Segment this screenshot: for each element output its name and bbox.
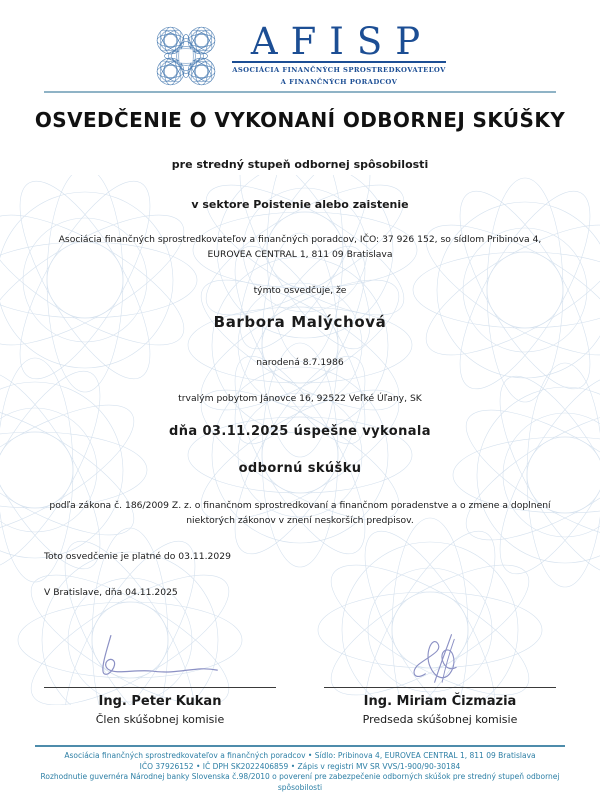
footer — [35, 745, 565, 793]
signer-name-left: Ing. Peter Kukan — [98, 694, 222, 709]
validity-line: Toto osvedčenie je platné do 03.11.2029 — [44, 551, 231, 562]
certify-line: týmto osvedčuje, že — [253, 285, 347, 296]
signer-role-left: Člen skúšobnej komisie — [95, 713, 225, 726]
signature-block-right — [324, 630, 556, 726]
signature-scribble-left-icon — [53, 630, 268, 686]
footer-line-2: IČO 37926152 • IČ DPH SK2022406859 • Zápis v registri MV SR VVS/1-900/90-30184 — [139, 761, 461, 771]
birth-line: narodená 8.7.1986 — [256, 357, 344, 368]
signature-line-right — [324, 687, 556, 688]
logo-subtitle-line1: ASOCIÁCIA FINANČNÝCH SPROSTREDKOVATEĽOV — [232, 66, 446, 74]
signature-block-left — [44, 630, 276, 726]
logo-subtitle-line2: A FINANČNÝCH PORADCOV — [280, 78, 398, 86]
issuer-statement-text: Asociácia finančných sprostredkovateľov a finančných poradcov, IČO: 37 926 152, so sídlom Pribinova 4, EUROVEA CENTRAL 1, 811 09 Bratislava — [58, 234, 542, 260]
logo-wordmark-block — [232, 20, 446, 87]
exam-date-line: dňa 03.11.2025 úspešne vykonala — [169, 424, 431, 439]
certificate-title: OSVEDČENIE O VYKONANÍ ODBORNEJ SKÚŠKY — [34, 108, 566, 132]
law-paragraph-text: podľa zákona č. 186/2009 Z. z. o finančnom sprostredkovaní a finančnom poradenstve a o zmene a doplnení niektorých zákonov v znení neskorších predpisov. — [49, 500, 551, 526]
signer-name-right: Ing. Miriam Čizmazia — [363, 694, 517, 709]
afisp-wordmark: AFISP — [232, 24, 446, 63]
certificate-level: pre stredný stupeň odbornej spôsobilosti — [171, 158, 429, 171]
signature-line-left — [44, 687, 276, 688]
footer-line-3: Rozhodnutie guvernéra Národnej banky Slovenska č.98/2010 o poverení pre zabezpečenie odborných skúšok pre stredný stupeň odbornej spôsobilosti — [40, 772, 560, 792]
holder-name: Barbora Malýchová — [213, 313, 387, 331]
afisp-logo-icon — [154, 24, 218, 88]
law-paragraph — [30, 498, 570, 528]
exam-line: odbornú skúšku — [238, 461, 362, 476]
signer-role-right: Predseda skúšobnej komisie — [362, 713, 518, 726]
header — [0, 20, 600, 88]
issuer-statement — [30, 232, 570, 262]
certificate-sector: v sektore Poistenie alebo zaistenie — [191, 198, 409, 211]
signature-scribble-right-icon — [332, 630, 549, 686]
header-divider — [44, 91, 556, 93]
residence-line: trvalým pobytom Jánovce 16, 92522 Veľké Úľany, SK — [178, 393, 422, 404]
issue-place-line: V Bratislave, dňa 04.11.2025 — [44, 587, 178, 598]
footer-line-1: Asociácia finančných sprostredkovateľov a finančných poradcov • Sídlo: Pribinova 4, EUROVEA CENTRAL 1, 811 09 Bratislava — [64, 751, 536, 760]
